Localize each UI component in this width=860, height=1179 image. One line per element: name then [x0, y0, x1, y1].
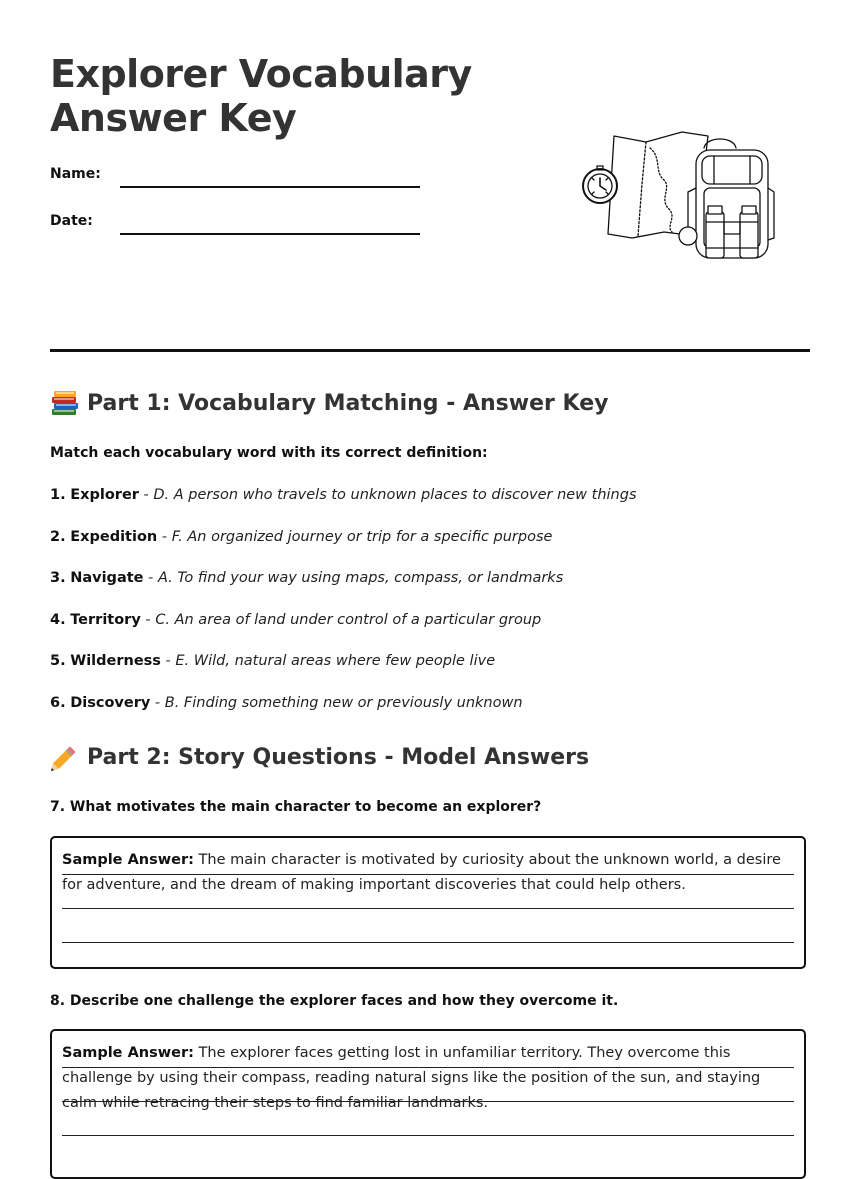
answer-box-7[interactable] — [50, 836, 806, 969]
answer-text-8 — [62, 1041, 794, 1116]
part1-heading — [50, 389, 608, 417]
vocab-item-4: 4. Territory - C. An area of land under control of a particular group — [50, 612, 542, 628]
vocab-word: Expedition — [70, 529, 158, 545]
section-divider — [50, 349, 810, 352]
part1-heading-text: Part 1: Vocabulary Matching - Answer Key — [87, 390, 609, 416]
item-number: 4. — [50, 612, 66, 628]
answer-text-7 — [62, 848, 794, 898]
answer-box-8[interactable] — [50, 1029, 806, 1179]
question-7: 7. What motivates the main character to become an explorer? — [50, 799, 542, 815]
name-label: Name: — [50, 166, 101, 182]
sample-answer-label: Sample Answer: — [62, 852, 194, 868]
answer-line — [62, 908, 794, 909]
item-number: 3. — [50, 570, 66, 586]
vocab-answer: D. A person who travels to unknown places to discover new things — [153, 487, 637, 503]
sample-answer-label: Sample Answer: — [62, 1045, 194, 1061]
vocab-item-3: 3. Navigate - A. To find your way using maps, compass, or landmarks — [50, 570, 564, 586]
answer-line — [62, 942, 794, 943]
vocab-item-1: 1. Explorer - D. A person who travels to unknown places to discover new things — [50, 487, 637, 503]
vocab-answer: F. An organized journey or trip for a specific purpose — [171, 529, 553, 545]
vocab-word: Navigate — [70, 570, 144, 586]
question-8: 8. Describe one challenge the explorer faces and how they overcome it. — [50, 993, 619, 1009]
date-label: Date: — [50, 213, 93, 229]
books-icon — [50, 389, 80, 417]
title-line-2: Answer Key — [50, 96, 297, 140]
vocab-word: Wilderness — [70, 653, 161, 669]
item-number: 2. — [50, 529, 66, 545]
vocab-word: Explorer — [70, 487, 139, 503]
part1-instructions: Match each vocabulary word with its correct definition: — [50, 445, 488, 461]
item-number: 6. — [50, 695, 66, 711]
answer-line — [62, 1135, 794, 1136]
page-title — [50, 52, 472, 140]
pencil-icon — [50, 743, 80, 771]
vocab-item-2: 2. Expedition - F. An organized journey or trip for a specific purpose — [50, 529, 553, 545]
map-icon — [608, 132, 708, 238]
vocab-word: Territory — [70, 612, 141, 628]
title-line-1: Explorer Vocabulary — [50, 52, 472, 96]
item-number: 5. — [50, 653, 66, 669]
date-line[interactable] — [120, 233, 420, 235]
answer-8-body: The explorer faces getting lost in unfamiliar territory. They overcome this challenge by using their compass, reading natural signs like the position of the sun, and staying calm while retracing their steps to find familiar landmarks. — [62, 1045, 761, 1111]
part2-heading-text: Part 2: Story Questions - Model Answers — [87, 744, 590, 770]
vocab-answer: B. Finding something new or previously unknown — [164, 695, 523, 711]
explorer-gear-illustration — [578, 128, 778, 268]
date-field[interactable] — [50, 213, 430, 243]
name-field[interactable] — [50, 166, 430, 196]
vocab-answer: A. To find your way using maps, compass, or landmarks — [157, 570, 564, 586]
vocab-word: Discovery — [70, 695, 151, 711]
vocab-answer: C. An area of land under control of a particular group — [155, 612, 542, 628]
vocab-item-6: 6. Discovery - B. Finding something new or previously unknown — [50, 695, 523, 711]
item-number: 1. — [50, 487, 66, 503]
name-line[interactable] — [120, 186, 420, 188]
part2-heading — [50, 743, 589, 771]
vocab-item-5: 5. Wilderness - E. Wild, natural areas where few people live — [50, 653, 496, 669]
vocab-answer: E. Wild, natural areas where few people live — [175, 653, 496, 669]
answer-7-body: The main character is motivated by curiosity about the unknown world, a desire for adventure, and the dream of making important discoveries that could help others. — [62, 852, 781, 893]
